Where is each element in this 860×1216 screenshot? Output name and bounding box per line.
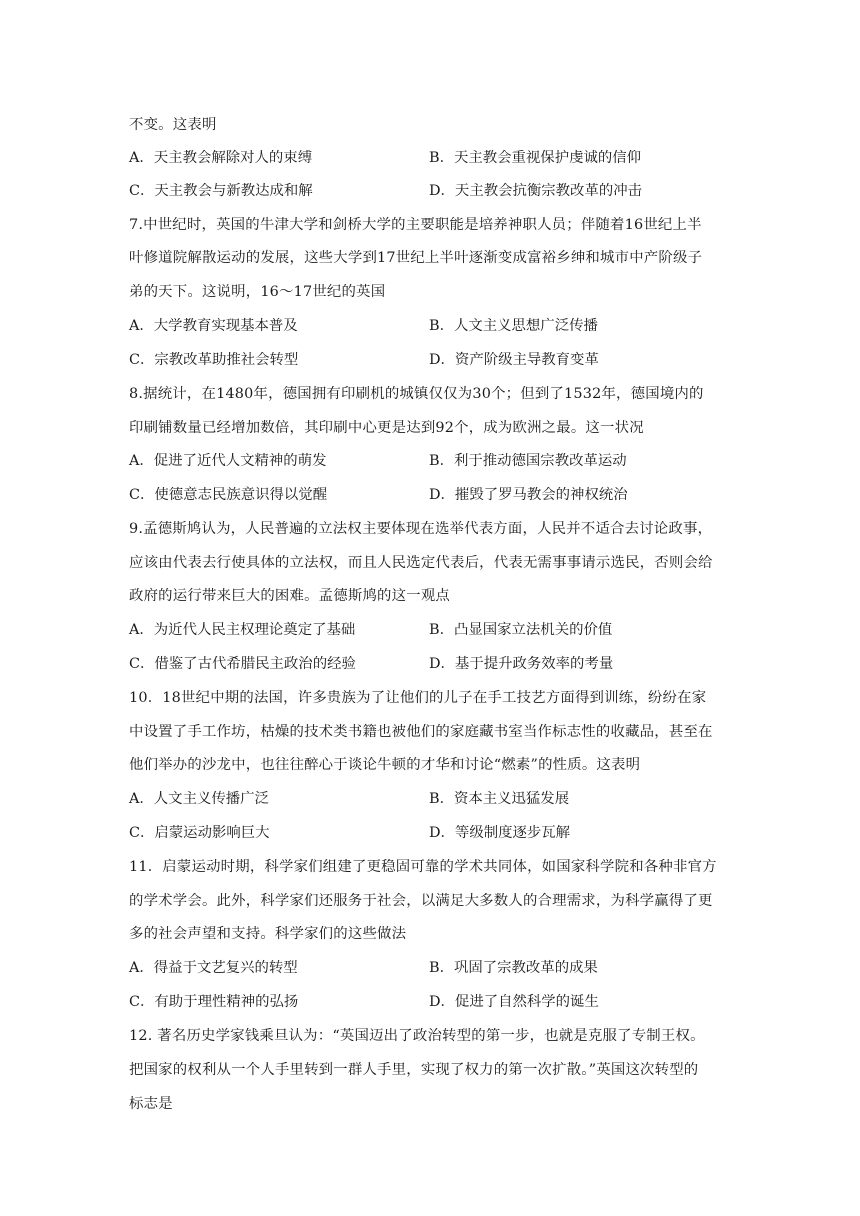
- q10-stem-line-2: 中设置了手工作坊，枯燥的技术类书籍也被他们的家庭藏书室当作标志性的收藏品，甚至在: [129, 724, 713, 740]
- q10-stem-line-3: 他们举办的沙龙中，也往往醉心于谈论牛顿的才华和讨论“燃素”的性质。这表明: [129, 757, 641, 773]
- q7-stem-line-3: 弟的天下。这说明，16～17世纪的英国: [129, 284, 386, 300]
- q12-stem-line-1: 12. 著名历史学家钱乘旦认为：“英国迈出了政治转型的第一步，也就是克服了专制王权。: [129, 1028, 705, 1044]
- q10-option-b: B．资本主义迅猛发展: [429, 791, 570, 807]
- q9-stem-line-3: 政府的运行带来巨大的困难。孟德斯鸠的这一观点: [129, 588, 450, 604]
- q7-stem-line-2: 叶修道院解散运动的发展，这些大学到17世纪上半叶逐渐变成富裕乡绅和城市中产阶级子: [129, 250, 703, 266]
- q10-option-a: A．人文主义传播广泛: [129, 791, 269, 807]
- q12-stem-line-3: 标志是: [129, 1096, 173, 1112]
- q7-option-c: C．宗教改革助推社会转型: [129, 352, 299, 368]
- q8-stem-line-2: 印刷铺数量已经增加数倍，其印刷中心更是达到92个，成为欧洲之最。这一状况: [129, 420, 644, 436]
- q8-stem-line-1: 8.据统计，在1480年，德国拥有印刷机的城镇仅仅为30个；但到了1532年，德国境内的: [129, 386, 704, 402]
- q6-option-d: D．天主教会抗衡宗教改革的冲击: [429, 183, 643, 199]
- q12-stem-line-2: 把国家的权利从一个人手里转到一群人手里，实现了权力的第一次扩散。”英国这次转型的: [129, 1062, 699, 1078]
- q11-option-b: B．巩固了宗教改革的成果: [429, 960, 598, 976]
- q8-option-b: B．利于推动德国宗教改革运动: [429, 453, 627, 469]
- q11-option-d: D．促进了自然科学的诞生: [429, 994, 599, 1010]
- q9-option-b: B．凸显国家立法机关的价值: [429, 622, 613, 638]
- q10-option-c: C．启蒙运动影响巨大: [129, 825, 270, 841]
- q9-stem-line-1: 9.孟德斯鸠认为，人民普遍的立法权主要体现在选举代表方面，人民并不适合去讨论政事，: [129, 521, 713, 537]
- q7-option-d: D．资产阶级主导教育变革: [429, 352, 599, 368]
- q9-option-d: D．基于提升政务效率的考量: [429, 656, 614, 672]
- q8-option-c: C．使德意志民族意识得以觉醒: [129, 487, 328, 503]
- q10-stem-line-1: 10．18世纪中期的法国，许多贵族为了让他们的儿子在手工技艺方面得到训练，纷纷在家: [129, 690, 707, 706]
- q8-option-a: A．促进了近代人文精神的萌发: [129, 453, 327, 469]
- q9-option-a: A．为近代人民主权理论奠定了基础: [129, 622, 356, 638]
- q11-stem-line-1: 11．启蒙运动时期，科学家们组建了更稳固可靠的学术共同体，如国家科学院和各种非官方: [129, 859, 717, 875]
- question-6-stem-tail: 不变。这表明: [129, 117, 217, 133]
- q11-stem-line-3: 多的社会声望和支持。科学家们的这些做法: [129, 926, 407, 942]
- q7-option-a: A．大学教育实现基本普及: [129, 318, 298, 334]
- q11-option-c: C．有助于理性精神的弘扬: [129, 994, 299, 1010]
- q7-stem-line-1: 7.中世纪时，英国的牛津大学和剑桥大学的主要职能是培养神职人员；伴随着16世纪上半: [129, 217, 702, 233]
- q9-option-c: C．借鉴了古代希腊民主政治的经验: [129, 656, 356, 672]
- q11-option-a: A．得益于文艺复兴的转型: [129, 960, 298, 976]
- q7-option-b: B．人文主义思想广泛传播: [429, 318, 598, 334]
- q6-option-c: C．天主教会与新教达成和解: [129, 183, 313, 199]
- q11-stem-line-2: 的学术学会。此外，科学家们还服务于社会，以满足大多数人的合理需求，为科学赢得了更: [129, 893, 713, 909]
- q10-option-d: D．等级制度逐步瓦解: [429, 825, 571, 841]
- q6-option-b: B．天主教会重视保护虔诚的信仰: [429, 150, 642, 166]
- q8-option-d: D．摧毁了罗马教会的神权统治: [429, 487, 628, 503]
- q6-option-a: A．天主教会解除对人的束缚: [129, 150, 313, 166]
- q9-stem-line-2: 应该由代表去行使具体的立法权，而且人民选定代表后，代表无需事事请示选民，否则会给: [129, 555, 713, 571]
